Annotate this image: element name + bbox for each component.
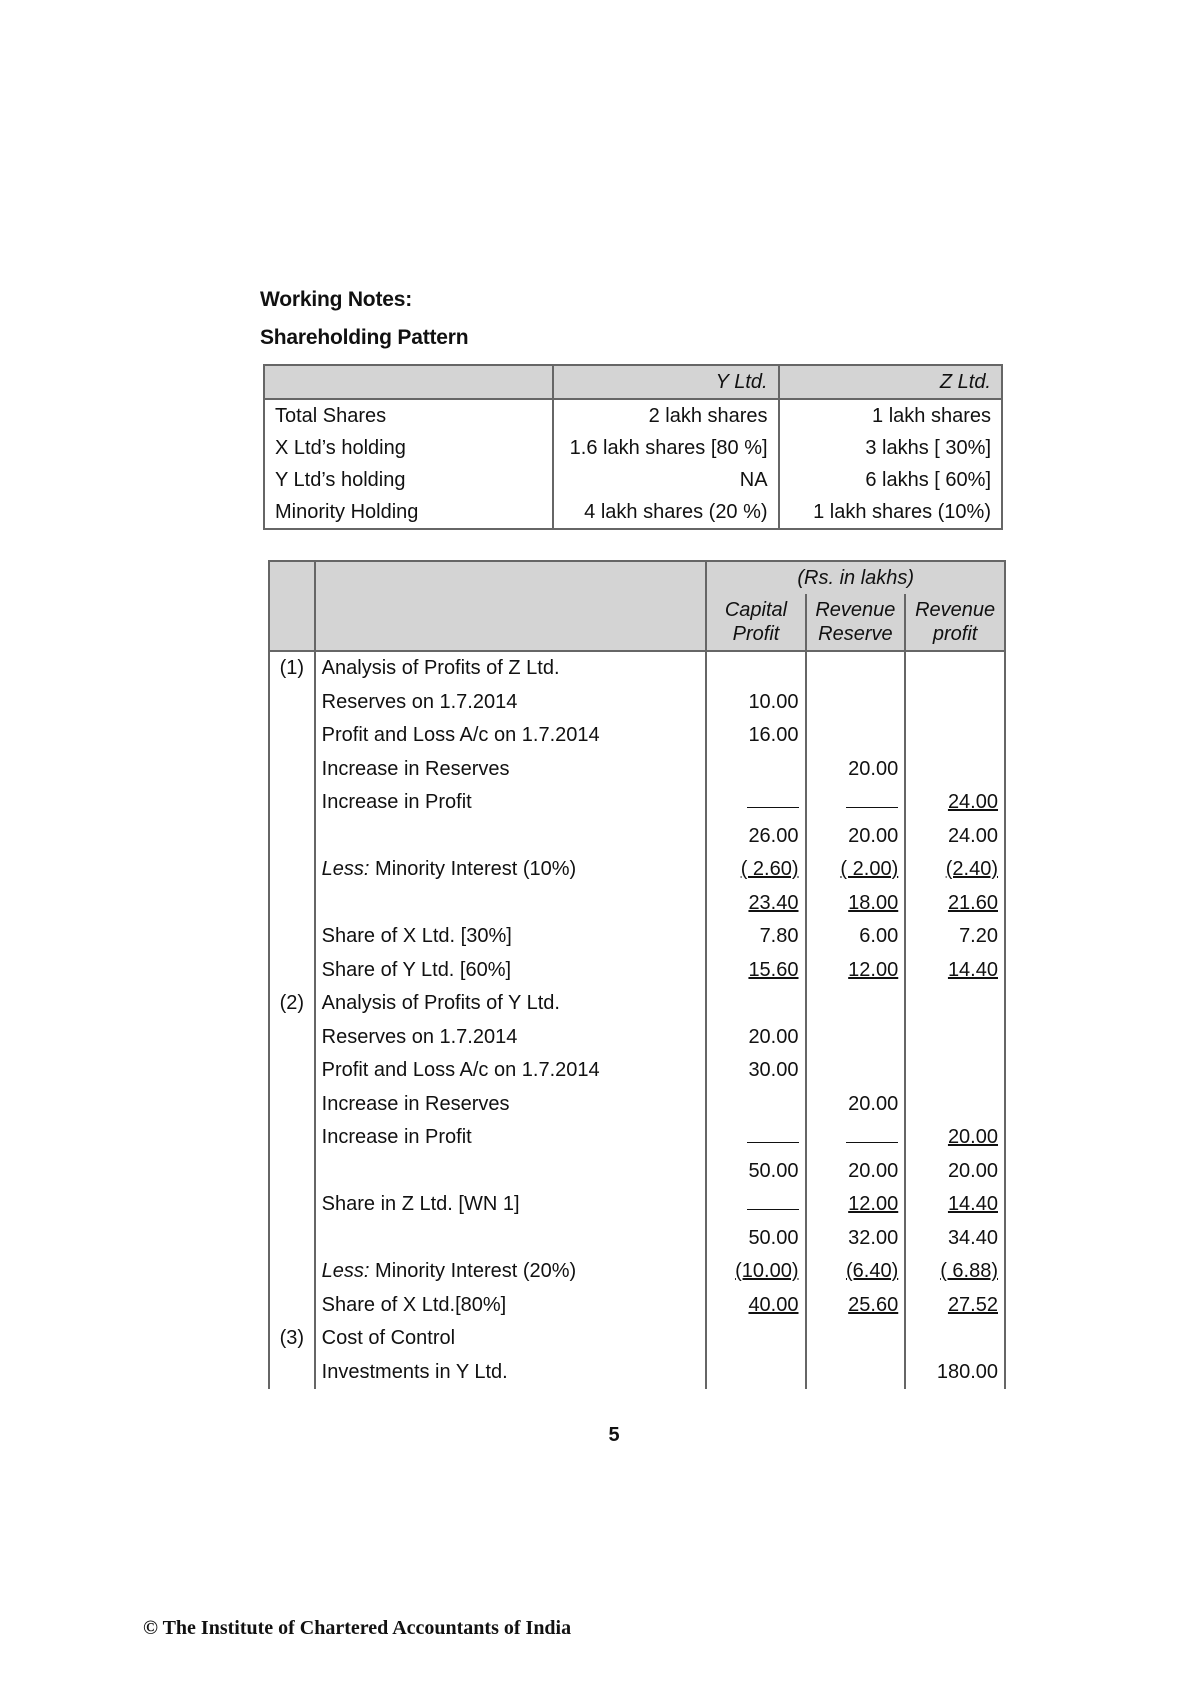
table-row — [264, 496, 1002, 529]
row-description: Profit and Loss A/c on 1.7.2014 — [315, 1054, 707, 1088]
row-label: X Ltd’s holding — [264, 432, 553, 464]
profit-value: 14.40 — [947, 1193, 998, 1216]
profit-value: 14.40 — [947, 958, 998, 981]
shareholding-header-z: Z Ltd. — [779, 365, 1002, 399]
capital-value: 10.00 — [706, 686, 805, 720]
blank-line — [747, 1134, 799, 1143]
table-row — [264, 399, 1002, 432]
profit-value: 24.00 — [905, 820, 1005, 854]
row-description: Reserves on 1.7.2014 — [315, 686, 707, 720]
y-value: NA — [553, 464, 778, 496]
table-row — [269, 1088, 1005, 1122]
profit-value: 24.00 — [947, 791, 998, 814]
row-description: Investments in Y Ltd. — [315, 1356, 707, 1390]
footer-copyright: © The Institute of Chartered Accountants of India — [143, 1617, 572, 1639]
row-description: Profit and Loss A/c on 1.7.2014 — [315, 719, 707, 753]
profit-value: 34.40 — [905, 1222, 1005, 1256]
capital-value: 20.00 — [706, 1021, 805, 1055]
table-row — [269, 1222, 1005, 1256]
page-number: 5 — [608, 1424, 620, 1446]
z-value: 3 lakhs [ 30%] — [779, 432, 1002, 464]
less-label: Less: — [321, 858, 370, 881]
capital-value: 23.40 — [748, 891, 799, 914]
z-value: 1 lakh shares (10%) — [779, 496, 1002, 529]
reserve-value: 20.00 — [806, 1155, 906, 1189]
reserve-value: 12.00 — [848, 1193, 899, 1216]
table-row — [269, 1155, 1005, 1189]
row-description: Reserves on 1.7.2014 — [315, 1021, 707, 1055]
table-row — [269, 1289, 1005, 1323]
reserve-value: 12.00 — [848, 958, 899, 981]
row-description: Minority Interest (10%) — [375, 858, 577, 881]
table-row — [269, 686, 1005, 720]
analysis-header-desc — [315, 561, 707, 651]
reserve-value: 18.00 — [848, 891, 899, 914]
table-row — [269, 954, 1005, 988]
capital-value: 26.00 — [706, 820, 805, 854]
shareholding-table — [263, 364, 1003, 530]
working-notes-heading: Working Notes: — [260, 288, 412, 311]
table-row — [269, 1054, 1005, 1088]
capital-value: ( 2.60) — [740, 858, 799, 881]
col-revenue-profit: Revenue profit — [905, 594, 1005, 651]
blank-line — [846, 1134, 898, 1143]
table-row — [269, 1188, 1005, 1222]
table-row — [269, 1356, 1005, 1390]
row-description: Increase in Reserves — [315, 1088, 707, 1122]
row-label: Minority Holding — [264, 496, 553, 529]
capital-value: (10.00) — [735, 1260, 799, 1283]
reserve-value: ( 2.00) — [840, 858, 899, 881]
blank-line — [846, 799, 898, 808]
reserve-value: 25.60 — [848, 1293, 899, 1316]
reserve-value: 20.00 — [806, 820, 906, 854]
blank-line — [747, 799, 799, 808]
profit-value: (2.40) — [945, 858, 998, 881]
capital-value: 7.80 — [706, 920, 805, 954]
row-description: Share of X Ltd.[80%] — [315, 1289, 707, 1323]
table-row — [269, 753, 1005, 787]
capital-value: 16.00 — [706, 719, 805, 753]
col-capital-profit: Capital Profit — [706, 594, 805, 651]
table-row — [269, 1255, 1005, 1289]
table-row — [264, 464, 1002, 496]
table-row — [264, 432, 1002, 464]
row-description: Share of X Ltd. [30%] — [315, 920, 707, 954]
capital-value: 50.00 — [706, 1155, 805, 1189]
profit-value: 20.00 — [947, 1126, 998, 1149]
table-row — [269, 719, 1005, 753]
profit-value: ( 6.88) — [940, 1260, 998, 1283]
row-number: (2) — [269, 987, 315, 1021]
profit-value: 7.20 — [905, 920, 1005, 954]
analysis-header-num — [269, 561, 315, 651]
table-row — [269, 887, 1005, 921]
profit-value: 21.60 — [947, 891, 998, 914]
reserve-value: 20.00 — [806, 753, 906, 787]
shareholding-header-blank — [264, 365, 553, 399]
blank-line — [747, 1201, 799, 1210]
capital-value: 15.60 — [748, 958, 799, 981]
table-row — [269, 920, 1005, 954]
row-description: Share of Y Ltd. [60%] — [315, 954, 707, 988]
table-row — [269, 853, 1005, 887]
capital-value: 50.00 — [706, 1222, 805, 1256]
analysis-table — [268, 560, 1006, 1389]
table-row — [269, 786, 1005, 820]
profit-value: 180.00 — [905, 1356, 1005, 1390]
row-label: Y Ltd’s holding — [264, 464, 553, 496]
shareholding-pattern-heading: Shareholding Pattern — [260, 326, 469, 349]
row-number: (1) — [269, 651, 315, 686]
table-row — [269, 1322, 1005, 1356]
capital-value: 40.00 — [748, 1293, 799, 1316]
y-value: 4 lakh shares (20 %) — [553, 496, 778, 529]
profit-value: 27.52 — [947, 1293, 998, 1316]
col-revenue-reserve: Revenue Reserve — [806, 594, 906, 651]
profit-value: 20.00 — [905, 1155, 1005, 1189]
table-row — [269, 651, 1005, 686]
z-value: 6 lakhs [ 60%] — [779, 464, 1002, 496]
reserve-value: 6.00 — [806, 920, 906, 954]
y-value: 2 lakh shares — [553, 399, 778, 432]
shareholding-header-row — [264, 365, 1002, 399]
row-description: Analysis of Profits of Y Ltd. — [315, 987, 707, 1021]
row-description: Minority Interest (20%) — [375, 1260, 577, 1283]
less-label: Less: — [321, 1260, 370, 1283]
reserve-value: (6.40) — [845, 1260, 899, 1283]
table-row — [269, 1121, 1005, 1155]
row-description: Increase in Profit — [315, 1121, 707, 1155]
z-value: 1 lakh shares — [779, 399, 1002, 432]
capital-value: 30.00 — [706, 1054, 805, 1088]
table-row — [269, 987, 1005, 1021]
y-value: 1.6 lakh shares [80 %] — [553, 432, 778, 464]
reserve-value: 20.00 — [806, 1088, 906, 1122]
row-description: Analysis of Profits of Z Ltd. — [315, 651, 707, 686]
row-description: Share in Z Ltd. [WN 1] — [315, 1188, 707, 1222]
table-row — [269, 820, 1005, 854]
row-label: Total Shares — [264, 399, 553, 432]
row-description: Increase in Reserves — [315, 753, 707, 787]
analysis-header-row-1 — [269, 561, 1005, 594]
analysis-unit: (Rs. in lakhs) — [706, 561, 1005, 594]
table-row — [269, 1021, 1005, 1055]
reserve-value: 32.00 — [806, 1222, 906, 1256]
row-description: Cost of Control — [315, 1322, 707, 1356]
shareholding-header-y: Y Ltd. — [553, 365, 778, 399]
row-description: Increase in Profit — [315, 786, 707, 820]
row-number: (3) — [269, 1322, 315, 1356]
